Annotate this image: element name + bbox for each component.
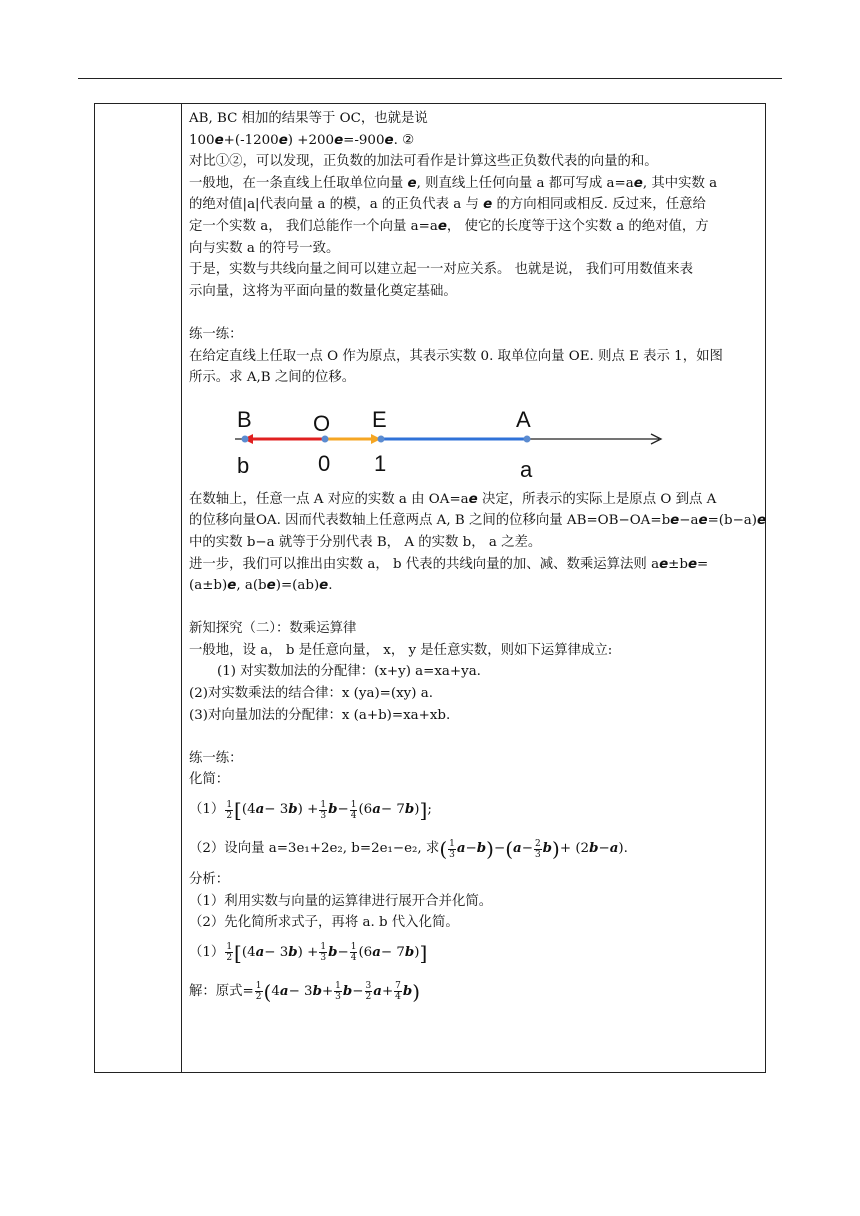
text-line [189, 769, 759, 791]
text-line [189, 108, 759, 130]
text: , 则直线上任何向量 a 都可写成 a=a [416, 175, 634, 191]
text: (2)对实数乘法的结合律：x (ya)=(xy) a. [189, 686, 433, 702]
text-line [189, 532, 759, 554]
text: 示向量，这将为平面向量的数量化奠定基础。 [189, 283, 457, 299]
header-rule [78, 78, 782, 79]
text: AB, BC 相加的结果等于 OC，也就是说 [189, 111, 428, 126]
number-line-figure [189, 389, 759, 489]
text: 的方向相同或相反. 反过来，任意给 [492, 197, 706, 213]
unit-vector-e: e [227, 578, 237, 594]
unit-vector-e: e [659, 556, 669, 572]
text: 练一练： [189, 750, 243, 766]
text: 向与实数 a 的符号一致。 [189, 240, 340, 256]
text-line [189, 912, 759, 934]
text: 解：原式= [189, 984, 254, 1000]
text-line [189, 151, 759, 173]
text: (1) 对实数加法的分配律：(x+y) a=xa+ya. [217, 664, 481, 680]
law-2 [189, 683, 759, 705]
label-a: A [516, 406, 531, 432]
text: −a [679, 513, 699, 529]
unit-vector-e: e [214, 132, 224, 148]
text-line [189, 489, 759, 511]
text: 的绝对值|a|代表向量 a 的模，a 的正负代表 a 与 [189, 197, 484, 213]
solution-1-formula: （1） $\frac{1}{2}$ [ (4 a − 3 b ) + $\frac{1}{3}$ b − $\frac{1}{4}$ (6 a − 7 b ) ] [189, 940, 428, 965]
text: 100 [189, 132, 215, 148]
section-heading [189, 324, 759, 346]
solution-expansion: 解：原式= $\frac{1}{2}$ ( 4 a − 3 b + $\frac{1}{3}$ b − $\frac{3}{2}$ a + $\frac{7}{4}$ b ) [189, 979, 421, 1004]
point-o-dot [322, 435, 329, 442]
unit-vector-e: e [468, 491, 478, 507]
unit-vector-e: e [407, 175, 417, 191]
exercise-2-formula: （2）设向量 a=3e₁+2e₂, b=2e₁−e₂, 求 ( $\frac{1}{3}$ a − b ) − ( a − $\frac{2}{3}$ b ) + (2 b − a ). [189, 837, 628, 862]
text: ±b [668, 556, 688, 572]
text: 一般地，在一条直线上任取单位向量 [189, 175, 408, 191]
text: )=(ab) [275, 578, 320, 594]
unit-vector-e: e [437, 218, 447, 234]
point-b-dot [242, 435, 249, 442]
law-1 [189, 661, 759, 683]
section-heading [189, 869, 759, 891]
unit-vector-e: e [687, 556, 698, 572]
text: 新知探究（二）：数乘运算律 [189, 621, 357, 637]
text: 所示。求 A,B 之间的位移。 [189, 370, 356, 386]
text: 的位移向量OA. 因而代表数轴上任意两点 A, B 之间的位移向量 AB=OB−OA=b [189, 513, 671, 529]
section-heading [189, 618, 759, 640]
value-a: a [520, 456, 533, 482]
text: 一般地，设 a， b 是任意向量， x， y 是任意实数，则如下运算律成立: [189, 642, 613, 658]
text: 在给定直线上任取一点 O 作为原点，其表示实数 0. 取单位向量 OE. 则点 E 表示 1，如图 [189, 348, 723, 364]
law-3 [189, 705, 759, 727]
text: 在数轴上，任意一点 A 对应的实数 a 由 OA=a [189, 491, 469, 507]
text: , a(b [236, 578, 267, 594]
text: （1） [189, 945, 225, 961]
unit-vector-e: e [278, 132, 288, 148]
text-line [189, 640, 759, 662]
unit-vector-e: e [483, 197, 493, 213]
value-0: 0 [318, 450, 331, 476]
text: . [328, 578, 333, 594]
unit-vector-e: e [384, 132, 394, 148]
number-line-svg [189, 389, 759, 489]
text: , 其中实数 a [642, 175, 718, 191]
text: 进一步，我们可以推出由实数 a， b 代表的共线向量的加、减、数乘运算法则 a [189, 556, 660, 572]
text: （1）利用实数与向量的运算律进行展开合并化简。 [189, 893, 493, 909]
text: （2）先化简所求式子，再将 a. b 代入化简。 [189, 915, 459, 931]
exercise-1-formula: （1） $\frac{1}{2}$ [ (4 a − 3 b ) + $\frac{1}{3}$ b − $\frac{1}{4}$ (6 a − 7 b ) ] ; [189, 798, 432, 823]
text-line [189, 216, 759, 238]
text: 对比①②，可以发现，正负数的加法可看作是计算这些正负数代表的向量的和。 [189, 154, 658, 170]
text-line [189, 259, 759, 281]
value-1: 1 [374, 450, 387, 476]
label-b: B [237, 406, 252, 432]
unit-vector-e: e [319, 578, 329, 594]
label-o: O [313, 410, 331, 436]
text: . ② [393, 132, 415, 148]
unit-vector-e: e [698, 513, 708, 529]
text-line [189, 554, 759, 576]
text: 定一个实数 a， 我们总能作一个向量 a=a [189, 218, 438, 234]
text-line [189, 346, 759, 368]
text-line [189, 173, 759, 195]
text: =-900 [343, 132, 385, 148]
text-line [189, 891, 759, 913]
text: = [697, 556, 709, 572]
section-heading [189, 748, 759, 770]
unit-vector-e: e [266, 578, 276, 594]
text: ， 使它的长度等于这个实数 a 的绝对值，方 [446, 218, 709, 234]
text: 于是，实数与共线向量之间可以建立起一一对应关系。 也就是说， 我们可用数值来表 [189, 262, 693, 278]
text: （2）设向量 a=3e₁+2e₂, b=2e₁−e₂, 求 [189, 841, 440, 857]
equation-line [189, 130, 759, 152]
text-line [189, 238, 759, 260]
column-divider [181, 104, 182, 1072]
point-e-dot [378, 435, 385, 442]
text-line [189, 194, 759, 216]
unit-vector-e: e [633, 175, 643, 191]
text: =(b−a) [707, 513, 758, 529]
text-line [189, 281, 759, 303]
unit-vector-e: e [334, 132, 344, 148]
text: 分析： [189, 872, 230, 888]
text-line [189, 575, 759, 597]
unit-vector-e: e [757, 513, 767, 529]
text-line [189, 510, 767, 532]
label-e: E [372, 406, 387, 432]
value-b: b [237, 452, 250, 478]
text: (3)对向量加法的分配律：x (a+b)=xa+xb. [189, 707, 451, 723]
text: 练一练： [189, 326, 243, 342]
text: +(-1200 [223, 132, 279, 148]
content-cell [189, 108, 767, 1012]
unit-vector-e: e [670, 513, 680, 529]
text: 化简： [189, 772, 230, 788]
text-line [189, 367, 759, 389]
text: 决定，所表示的实际上是原点 O 到点 A [477, 491, 717, 507]
lesson-table [94, 103, 766, 1073]
point-a-dot [524, 435, 531, 442]
text: (a±b) [189, 578, 228, 594]
text: ) +200 [287, 132, 335, 148]
text: （1） [189, 802, 225, 818]
text: 中的实数 b−a 就等于分别代表 B， A 的实数 b， a 之差。 [189, 534, 542, 550]
